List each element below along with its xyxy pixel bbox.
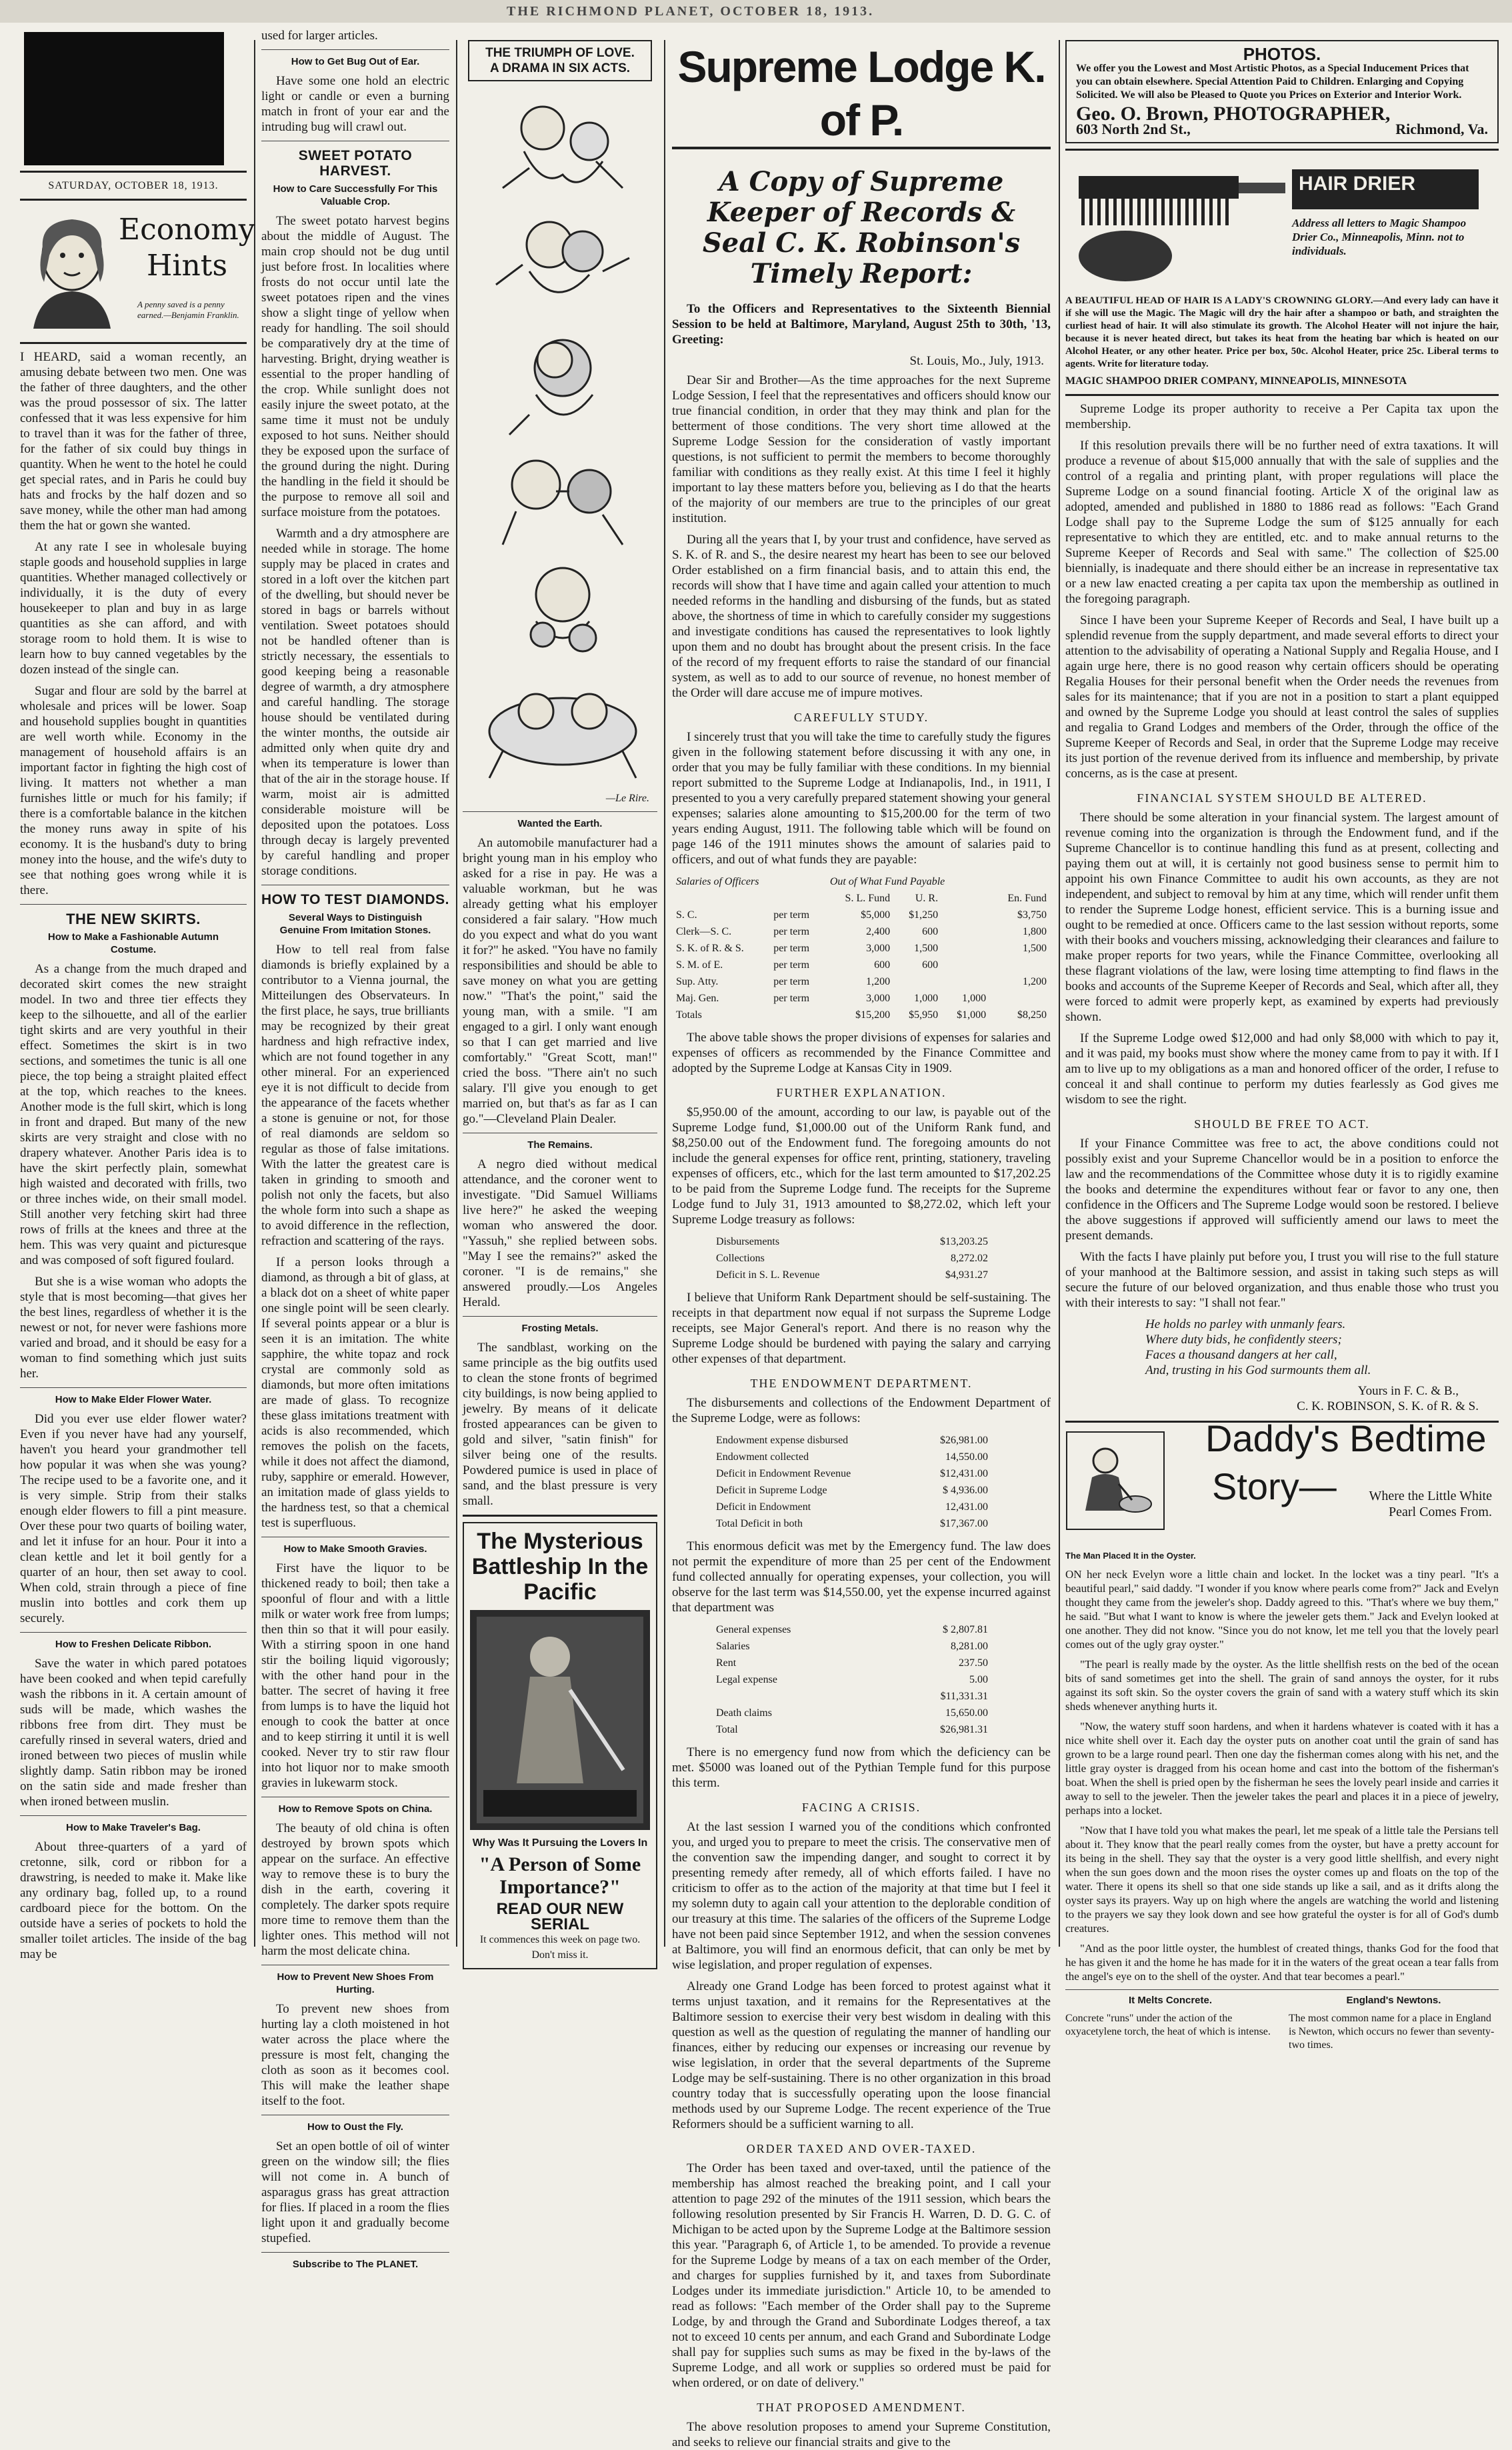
table-cell bbox=[990, 957, 1051, 973]
serial-note: It commences this week on page two. Don't miss it. bbox=[479, 1934, 641, 1961]
man-with-oyster-illustration-icon bbox=[1065, 1431, 1165, 1531]
battleship-illustration-icon bbox=[470, 1610, 650, 1830]
table-cell: per term bbox=[773, 943, 810, 954]
gravies-text: First have the liquor to be thickened ready to boil; then take a spoonful of flour and with a little milk or water work free from lumps; then thin so that it will pour easily. With a stirring spoon in one hand stir the boiling liquid vigorously; with the other hand pour in the batter. The secret of having it free from lumps is to have the liquid hot enough to cook the batter at once and to keep stirring it until it is well cooked. Never try to stir raw flour into hot liquor nor to make smooth gravies in lukewarm stock. bbox=[261, 1561, 449, 1790]
potato-title: SWEET POTATO HARVEST. bbox=[298, 148, 413, 179]
economy-hints-header bbox=[20, 206, 255, 337]
newtons-title: England's Newtons. bbox=[1346, 1995, 1441, 2006]
daddy-title: Daddy's Bedtime bbox=[1205, 1417, 1487, 1459]
column-1 bbox=[20, 28, 255, 1961]
column-4 bbox=[672, 40, 1051, 2449]
ledger-label: Salaries bbox=[716, 1641, 750, 1652]
shampoo-brand: HAIR DRIER bbox=[1299, 173, 1416, 195]
hints-title: Hints bbox=[147, 249, 228, 283]
shoes-title: How to Prevent New Shoes From Hurting. bbox=[277, 1971, 434, 1995]
benjamin-franklin-portrait-icon bbox=[20, 209, 120, 329]
cartoon-title-2: A DRAMA IN SIX ACTS. bbox=[489, 61, 631, 75]
table-row bbox=[672, 1007, 1051, 1023]
ledger-amount: $17,367.00 bbox=[940, 1518, 988, 1529]
china-text: The beauty of old china is often destroyed by brown spots which appear on the surface. An effective way to remove these is to bury the dish in the earth, covering it completely. The darker spots require more time to remove them than the lighter ones. This method will not harm the most delicate china. bbox=[261, 1821, 449, 1958]
amendment-text: The above resolution proposes to amend your Supreme Constitution, and seeks to relieve our financial straits and give to the bbox=[672, 2420, 1051, 2449]
remains-text: A negro died without medical attendance, and the coroner went to investigate. "Did Samuel Williams live here?" he asked the weeping woman who answered the door. "Yassuh," she replied between sobs. "May I see the remains?" asked the coroner. "I is de remains," she answered proudly.—Los Angeles Herald. bbox=[463, 1157, 657, 1309]
ledger-3 bbox=[712, 1621, 992, 1738]
table-cell bbox=[942, 957, 990, 973]
table-row bbox=[672, 940, 1051, 957]
report-address: To the Officers and Representatives to the Sixteenth Biennial Session to be held at Baltimore, Maryland, August 25th to 30th, '13, Greeting: bbox=[672, 302, 1051, 347]
ledger-row bbox=[712, 1465, 992, 1482]
header-strip bbox=[0, 0, 1512, 23]
ledger-label: Deficit in S. L. Revenue bbox=[716, 1269, 820, 1281]
salaries-header-cell: Salaries of Officers bbox=[676, 876, 759, 887]
endowment-text: The disbursements and collections of the Endowment Department of the Supreme Lodge, were as follows: bbox=[672, 1396, 1051, 1425]
table-cell: 600 bbox=[922, 926, 939, 937]
column-5 bbox=[1065, 40, 1499, 2051]
resolution-3: Since I have been your Supreme Keeper of Records and Seal, I have built up a splendid revenue from the supply department, and made several efforts to direct your attention to the advisability of operating a National Supply and Regalia House, and I again urge here, there is no good reason why certain officers should be operating Regalia Houses for their personal benefit when the Order needs the revenues from sales for its maintenance; that if you are not in a position to start a plant equipped and owned by the Supreme Lodge you should at least control the sales of supplies and regalia to Grand Lodges and members of the Order, through the office of the Supreme Keeper of Records and Seal, in order that the Supreme Lodge may receive its just portion of the revenue derived from its influence and membership, by private concerns, as is the case at present. bbox=[1065, 613, 1499, 781]
china-title: How to Remove Spots on China. bbox=[278, 1803, 433, 1815]
potato-sub: How to Care Successfully For This Valuable Crop. bbox=[273, 183, 438, 207]
column-rule-3 bbox=[664, 40, 665, 1947]
table-cell: per term bbox=[773, 976, 810, 987]
table-row bbox=[672, 973, 1051, 990]
table-cell: 1,200 bbox=[1023, 976, 1047, 987]
ledger-amount: 237.50 bbox=[959, 1657, 988, 1669]
daddy-text-2: "The pearl is really made by the oyster. As the little shellfish rests on the bed of the ocean bits of sand sometimes get into the shell. The grain of sand annoys the oyster, for it rubs against its soft skin. So the oyster covers the grain of sand with a watery stuff which its skin sheds whenever anything hurts it. bbox=[1065, 1658, 1499, 1713]
ledger-row bbox=[712, 1721, 992, 1738]
ledger-amount: $ 4,936.00 bbox=[943, 1485, 988, 1496]
ledger-row bbox=[712, 1638, 992, 1655]
table-cell: 1,200 bbox=[866, 976, 891, 987]
daddy-text-5: "And as the poor little oyster, the humblest of created things, thanks God for the food that he has given it and the home he has made for it in the waters of the great ocean a tear falls from the angel's eye on to the shell of the oyster. And that tear becomes a pearl." bbox=[1065, 1942, 1499, 1983]
poem-line: He holds no parley with unmanly fears. bbox=[1145, 1317, 1346, 1331]
signature-line-2: C. K. ROBINSON, S. K. of R. & S. bbox=[1297, 1399, 1479, 1413]
economy-motto: A penny saved is a penny earned.—Benjamin Franklin. bbox=[137, 299, 239, 320]
diamond-text2: If a person looks through a diamond, as through a bit of glass, at a black dot on a sheet of white paper one single point will be seen clearly. If several points appear or a blur is seen it is an imitation. The white sapphire, the white topaz and rock crystal are commonly sold as diamonds, but more often imitations are made of glass. To recognize these glass imitations treatment with acids is also recommended, which removes the polish on the facets, while it does not affect the diamond, ruby, sapphire or emerald. However, an imitation made of glass yields to the hardness test, so that a chemical test is superfluous. bbox=[261, 1255, 449, 1530]
table-cell: 1,500 bbox=[914, 943, 939, 954]
photo-ad-text: We offer you the Lowest and Most Artistic Photos, as a Special Inducement Prices that you can obtain elsewhere. Special Attention Paid to Children. Enlarging and Copying Solicited. We will also be Pleased to Quote you Prices on Exterior and Interior Work. bbox=[1076, 63, 1469, 101]
report-headline: A Copy of Supreme Keeper of Records & Seal C. K. Robinson's Timely Report: bbox=[702, 166, 1021, 289]
ledger-label: Legal expense bbox=[716, 1674, 777, 1685]
new-skirts-text: As a change from the much draped and decorated skirt comes the new straight model. In two and three tier effects they keep to the silhouette, and all of the earlier tight skirts and are very youthful in their effect. Sometimes the skirt is in two sections, and sometimes the tunic is all one piece, the top being a straight plaited effect at the top, which reaches to the knees. Another mode is the full skirt, which is long in front and draped. But many of the new skirts are very straight and close with no drapery whatever. Another Paris idea is to have the skirt perfectly plain, somewhat high waisted and decorated with frills, two or three inches wide, on their small model. Still another very fetching skirt had three rows of frills at the knees and three at the hem. This was very quaint and picturesque and was composed of soft figured foulard. bbox=[20, 962, 247, 1267]
ledger-row bbox=[712, 1655, 992, 1671]
ribbon-text: Save the water in which pared potatoes have been cooked and when tepid carefully wash the ribbons in it. A certain amount of suds will be made, which washes the ribbons free from dirt. They must be carefully rinsed in several waters, dried and ironed between two pieces of muslin while slightly damp. Satin ribbon may be ironed on the satin side and made fresher than when ironed between muslin. bbox=[20, 1657, 247, 1809]
daddy-caption: The Man Placed It in the Oyster. bbox=[1065, 1551, 1196, 1561]
cartoon-strip-six-acts-icon bbox=[463, 88, 657, 795]
ledger-label: Deficit in Endowment bbox=[716, 1501, 811, 1513]
column-3 bbox=[463, 40, 657, 1961]
further-title: FURTHER EXPLANATION. bbox=[776, 1086, 947, 1099]
report-p1: Dear Sir and Brother—As the time approaches for the next Supreme Lodge Session, I feel that the representatives and officers should know our true financial condition, in order that they may think and plan for the betterment of those conditions. The very short time allowed at the Supreme Lodge Session for the consideration of vastly important questions, is not sufficient to permit the members to become thoroughly familiar with conditions as they really exist. At this time I feel it highly important to lay these matters before you, believing as I do that the hearts of the majority of our members are true to the principles of our great institution. bbox=[672, 373, 1051, 525]
ledger-row bbox=[712, 1449, 992, 1465]
ledger-row bbox=[712, 1515, 992, 1532]
table-row bbox=[672, 957, 1051, 973]
gravies-title: How to Make Smooth Gravies. bbox=[283, 1543, 427, 1555]
table-cell bbox=[942, 973, 990, 990]
photo-ad-title: PHOTOS. bbox=[1243, 44, 1321, 64]
photo-ad-city: Richmond, Va. bbox=[1395, 121, 1488, 137]
table-cell: S. C. bbox=[676, 909, 697, 921]
daddy-text-1: ON her neck Evelyn wore a little chain and locket. In the locket was a tiny pearl. "It's a beautiful pearl," said daddy. "I wonder if you know where pearls come from?" Jack and Evelyn thought they came from the jeweler's shop. Daddy agreed to this. "That's where we buy them," he said. "But what I want to know is where the jeweler gets them." Jack and Evelyn looked at one another. They did not know. "Since you do not know, let me tell you that the lovely pearl comes out of the ugly gray oyster." bbox=[1065, 1568, 1499, 1651]
table-row bbox=[672, 923, 1051, 940]
study-title: CAREFULLY STUDY. bbox=[793, 711, 929, 724]
table-cell bbox=[942, 923, 990, 940]
ledger-label: Total bbox=[716, 1724, 738, 1735]
header-strip-text: THE RICHMOND PLANET, OCTOBER 18, 1913. bbox=[507, 4, 875, 19]
new-skirts-title: THE NEW SKIRTS. bbox=[66, 911, 201, 927]
serial-read: READ OUR NEW SERIAL bbox=[496, 1900, 624, 1933]
salaries-subheader-cell: En. Fund bbox=[1007, 893, 1047, 904]
report-p2: During all the years that I, by your trust and confidence, have served as S. K. of R. and S., the desire nearest my heart has been to see our beloved Order established on a firm financial basis, and to attain this end, the records will show that I have time and again called your attention to much needed reforms in the handling and disbursing of the funds, but as stated above, the shortness of time in which to carefully consider my suggestions and investigate conditions has caused the representatives to look lightly upon them and no doubt has brought about the present crisis. In the face of the record of my frequent efforts to raise the standard of our financial system, as well as to add to our source of revenue, no honest member of the Order will dare accuse me of impure motives. bbox=[672, 533, 1051, 700]
table-cell: 3,000 bbox=[866, 943, 891, 954]
potato-text: The sweet potato harvest begins about the middle of August. The main crop should not be dug until just before frost. In localities where frosts do not occur until late the sweet potatoes ripen and the vines show a slight tinge of yellow when ready for handling. The soil should be comparatively dry at the time of harvesting. Bright, drying weather is essential to the proper handling of the crop. While sunlight does not easily injure the sweet potato, at the same time it must not be unduly exposed to hot suns. Neither should they be exposed upon the surface of the ground during the night. During the handling in the field it should be the purpose to remove all soil and surface moisture from the potatoes. bbox=[261, 214, 449, 519]
taxed-title: ORDER TAXED AND OVER-TAXED. bbox=[746, 2142, 977, 2155]
table-cell: $5,000 bbox=[861, 909, 891, 921]
ledger-row bbox=[712, 1671, 992, 1688]
salaries-header-row bbox=[672, 873, 1051, 890]
salaries-subheader-cell bbox=[672, 890, 769, 907]
concrete-text: Concrete "runs" under the action of the oxyacetylene torch, the heat of which is intense. bbox=[1065, 2013, 1271, 2037]
shampoo-text: A BEAUTIFUL HEAD OF HAIR IS A LADY'S CROWNING GLORY.—And every lady can have it if she will use the Magic. The Magic will dry the hair after a shampoo or bath, and straighten the curliest head of hair. It will also stimulate its growth. The Alcohol Heater will not injure the hair, because it is never heated direct, but takes its heat from the heating bar which is heated on our Alcohol Heater, or any other heater. Price per box, 50c. Alcohol Heater, price 25c. Liberal terms to agents. Write for literature today. bbox=[1065, 295, 1499, 369]
table-cell: $5,950 bbox=[909, 1009, 939, 1021]
bag-text: About three-quarters of a yard of cretonne, silk, cord or ribbon for a drawstring, is needed to make it. Make like any ordinary bag, folled up, to a round cardboard piece for the bottom. On the outside have a series of pockets to hold the smaller toilet articles. The inside of the bag may be bbox=[20, 1840, 247, 1961]
newtons-text: The most common name for a place in England is Newton, which occurs no fewer than seventy-two times. bbox=[1289, 2013, 1495, 2051]
shampoo-company: MAGIC SHAMPOO DRIER COMPANY, MINNEAPOLIS, MINNESOTA bbox=[1065, 375, 1407, 387]
table-row bbox=[672, 990, 1051, 1007]
table-cell: Clerk—S. C. bbox=[676, 926, 732, 937]
ledger-amount: $4,931.27 bbox=[945, 1269, 988, 1281]
ledger-amount: $26,981.31 bbox=[940, 1724, 988, 1735]
report-place: St. Louis, Mo., July, 1913. bbox=[909, 354, 1044, 368]
ledger-row bbox=[712, 1432, 992, 1449]
economy-intro: I HEARD, said a woman recently, an amusing debate between two men. One was the father of three daughters, and the other was the proud possessor of six. The latter confessed that it was less expensive for him to travel than it was for the father of three, for the father of six could buy things in quantity. When he went to the hotel he could get special rates, and in Paris he could buy hats and frocks by the half dozen and so save money, while the other man had among them the hat or gown she wanted. bbox=[20, 350, 247, 533]
amendment-title: THAT PROPOSED AMENDMENT. bbox=[757, 2401, 966, 2414]
ledger-amount: 15,650.00 bbox=[945, 1707, 988, 1719]
table-cell: Totals bbox=[676, 1009, 702, 1021]
daddy-story-word: Story— bbox=[1212, 1465, 1337, 1507]
financial-text: There should be some alteration in your financial system. The largest amount of revenue coming into the organization is through the Endowment fund, and if the Supreme Chancellor is to continue handling this fund as at present, collecting and paying them out at will, it is certainly not good business sense to permit him to appoint his own Finance Committee to audit his own accounts, as they are not independent, and subject to removal by him at any time, which will render unfit them to render the Supreme Lodge honest, efficient service. This is a burning issue and ought to be remedied at once. Officers came to the last session without reports, some with their books and vouchers missing, acknowledging their clearances and failure to make proper reports for two years, while the Finance Committee, overlooking all these flagrant violations of the law, were losing time attempting to find flaws in the books and accounts of the Supreme Keeper of Records and Seal, which after all, they were forced to admit were properly kept, as examined by experts had previously shown. bbox=[1065, 811, 1499, 1024]
report-p4: I believe that Uniform Rank Department should be self-sustaining. The receipts in that department now equal if not surpass the Supreme Lodge receipts, see Major General's report. And there is no reason why the Supreme Lodge should be burdened with paying the salary and carrying other expenses of that department. bbox=[672, 1291, 1051, 1366]
poem-line: Faces a thousand dangers at her call, bbox=[1145, 1348, 1337, 1362]
ledger-amount: 12,431.00 bbox=[945, 1501, 988, 1513]
resolution-1: Supreme Lodge its proper authority to receive a Per Capita tax upon the membership. bbox=[1065, 402, 1499, 431]
metals-title: Frosting Metals. bbox=[521, 1323, 599, 1334]
ledger-label: Rent bbox=[716, 1657, 737, 1669]
salaries-subheader-cell: S. L. Fund bbox=[845, 893, 891, 904]
endowment-title: THE ENDOWMENT DEPARTMENT. bbox=[750, 1377, 973, 1390]
fillers bbox=[1065, 1989, 1499, 2052]
table-cell: 1,500 bbox=[1023, 943, 1047, 954]
salaries-subheader-cell bbox=[942, 890, 990, 907]
economy-p2: At any rate I see in wholesale buying staple goods and household supplies in large quantities. Whether managed collectively or individually, it is the duty of every housekeeper to plan and buy in as large quantities as she can afford, and with storage room to hold them. It is wise to learn how to buy canned vegetables by the dozen instead of the single can. bbox=[20, 540, 247, 677]
subscribe-line: Subscribe to The PLANET. bbox=[292, 2259, 419, 2270]
table-cell bbox=[942, 940, 990, 957]
ledger-row bbox=[712, 1499, 992, 1515]
bag-title: How to Make Traveler's Bag. bbox=[66, 1822, 201, 1833]
ledger-row bbox=[712, 1267, 992, 1283]
photo-ad bbox=[1065, 40, 1499, 143]
table-cell: 600 bbox=[922, 959, 939, 971]
fly-title: How to Oust the Fly. bbox=[307, 2121, 403, 2133]
poem-line: Where duty bids, he confidently steers; bbox=[1145, 1333, 1342, 1347]
diamond-text: How to tell real from false diamonds is briefly explained by a contributor to a Vienna journal, the Mitteilungen des Observateurs. In the first place, he says, true brilliants may be recognized by their great hardness and high refractive index, which are not found together in any other mineral. For an experienced eye it is not difficult to decide from the appearance of the facets whether a stone is genuine or not, for those of real diamonds are seldom so regular as those of false imitations. With the latter the greatest care is taken in grinding to smooth and polish not only the facets, but also the whole form into such a shape as to avoid difference in the reflection, refraction and scattering of the rays. bbox=[261, 943, 449, 1248]
table-cell: 600 bbox=[874, 959, 891, 971]
table-cell bbox=[769, 1007, 826, 1023]
salaries-subheader-cell: U. R. bbox=[915, 893, 939, 904]
cartoon-title-box bbox=[468, 40, 652, 81]
ledger-label: Collections bbox=[716, 1253, 765, 1264]
table-cell bbox=[942, 907, 990, 923]
salaries-header-cell: Out of What Fund Payable bbox=[829, 876, 945, 887]
ledger-amount: $12,431.00 bbox=[940, 1468, 988, 1479]
ledger-amount: 8,272.02 bbox=[951, 1253, 988, 1264]
signature-line-1: Yours in F. C. & B., bbox=[1357, 1384, 1459, 1398]
salaries-table bbox=[672, 873, 1051, 1023]
ledger-label: General expenses bbox=[716, 1624, 791, 1635]
table-cell: $8,250 bbox=[1017, 1009, 1047, 1021]
ledger-row bbox=[712, 1482, 992, 1499]
ledger-amount: 14,550.00 bbox=[945, 1451, 988, 1463]
metals-text: The sandblast, working on the same principle as the big outfits used to clean the stone fronts of begrimed city buildings, is now being applied to jewelry. By means of it delicate frosted appearances can be given to gold and silver, "satin finish" for silver being one of the results. Powdered pumice is used in place of sand, and the blast pressure is very small. bbox=[463, 1341, 657, 1508]
table-cell bbox=[894, 973, 942, 990]
table-row bbox=[672, 907, 1051, 923]
column-rule-4 bbox=[1059, 40, 1060, 1947]
serial-ad bbox=[463, 1522, 657, 1969]
new-skirts-text2: But she is a wise woman who adopts the style that is most becoming—that gives her the best lines, regardless of whether it is the newest or not, for never were fashions more varied and broad, and it should be easy for a woman to find something which just suits her. bbox=[20, 1275, 247, 1381]
free-title: SHOULD BE FREE TO ACT. bbox=[1194, 1117, 1370, 1131]
study-text: I sincerely trust that you will take the time to carefully study the figures given in the following statement before discussing it with any one, in order that you may be fully familiar with these conditions. In my biennial report submitted to the Supreme Lodge at Indianapolis, Ind., in 1911, I presented to you a very carefully prepared statement showing your general expenses; salaries alone amounting to $15,200.00 for the term of two years ending August, 1911. The following table which will be found on page 146 of the 1911 minutes shows the amount of salaries paid to officers, and out of what funds they are payable: bbox=[672, 730, 1051, 867]
table-cell: S. K. of R. & S. bbox=[676, 943, 744, 954]
ledger-label: Disbursements bbox=[716, 1236, 780, 1247]
report-p3: The above table shows the proper divisions of expenses for salaries and expenses of officers as recommended by the Finance Committee and adopted by the Supreme Lodge at Kansas City in 1909. bbox=[672, 1031, 1051, 1075]
masthead-blackout bbox=[24, 32, 224, 165]
ledger-label: Death claims bbox=[716, 1707, 772, 1719]
earth-title: Wanted the Earth. bbox=[517, 818, 603, 829]
crisis-text: At the last session I warned you of the conditions which confronted you, and urged you to prepare to meet the crisis. The conservative men of the convention saw the impending danger, and sought to correct it by presenting remedy after remedy, all of which efforts failed. I have no criticism to offer as to the action of the majority at that time but I feel it my solemn duty to again call your attention to the deplorable condition of our treasury at this time. The salaries of the officers of the Supreme Lodge have not been paid since September 1912, and when the session convenes at Baltimore, you will find an enormous deficit, that can only be met by wise legislation, and proper regulation of expenses. bbox=[672, 1820, 1051, 1972]
ledger-row bbox=[712, 1621, 992, 1638]
table-cell: $15,200 bbox=[855, 1009, 891, 1021]
table-cell: 3,000 bbox=[866, 993, 891, 1004]
daddy-subtitle: Where the Little White Pearl Comes From. bbox=[1369, 1489, 1492, 1519]
column-rule-1 bbox=[254, 40, 255, 1947]
table-cell: $3,750 bbox=[1017, 909, 1047, 921]
report-p5: This enormous deficit was met by the Emergency fund. The law does not permit the expenditure of more than 25 per cent of the Endowment fund collected annually for operating expenses, your collection, you will observe for the last term was $14,550.00, yet the expense incurred against that department was bbox=[672, 1539, 1051, 1615]
ledger-amount: $11,331.31 bbox=[940, 1691, 988, 1702]
table-cell: S. M. of E. bbox=[676, 959, 723, 971]
daddy-text-3: "Now, the watery stuff soon hardens, and when it hardens whatever is coated with it has a nice white shell over it. Each day the oyster puts on another coat until the grain of sand has grown to be a large round pearl. Then one day the fisherman comes along with his net, and the little gray oyster is dragged from his ocean home and cast into the bottom of the fisherman's boat. When the shell is pried open by the fisherman he sees the lovely pearl inside and carries it away to sell to the jeweler. Then the jeweler takes the pearl and places it in a piece of jewelry, perhaps into a locket. bbox=[1065, 1720, 1499, 1817]
column-2 bbox=[261, 28, 449, 2270]
table-cell: 1,800 bbox=[1023, 926, 1047, 937]
serial-subtitle: "A Person of Some Importance?" bbox=[479, 1853, 641, 1898]
ledger-label bbox=[712, 1688, 879, 1705]
concrete-title: It Melts Concrete. bbox=[1128, 1995, 1213, 2006]
ledger-label: Deficit in Supreme Lodge bbox=[716, 1485, 827, 1496]
ledger-amount: 5.00 bbox=[969, 1674, 988, 1685]
resolution-2: If this resolution prevails there will be no further need of extra taxations. It will produce a revenue of about $15,000 annually that with the sale of supplies and the control of a regalia and printing plant, with proper regulations will place the Supreme Lodge on a sound financial footing. Article X of the original law as adopted, amended and published in 1880 to 1886 read as follows: "Each Grand Lodge shall pay to the Supreme Lodge the sum of $125 annually for each representative to which they are entitled, etc. and to make annual returns to the Supreme Keeper of Records and Seal with same." The collection of $25.00 biennially, is inadequate and there should either be an increase in representative tax or a new law enacted creating a per capita tax upon the membership as outlined in the foregoing paragraph. bbox=[1065, 439, 1499, 606]
poem-line: And, trusting in his God surmounts them all. bbox=[1145, 1363, 1371, 1377]
photo-ad-address: 603 North 2nd St., bbox=[1076, 121, 1191, 137]
table-cell: Maj. Gen. bbox=[676, 993, 719, 1004]
serial-question: Why Was It Pursuing the Lovers In bbox=[472, 1837, 648, 1849]
shoes-text: To prevent new shoes from hurting lay a cloth moistened in hot water across the place where the pressure is most felt, changing the cloth as soon as it becomes cool. This will make the leather shape itself to the foot. bbox=[261, 2002, 449, 2108]
col2-top: used for larger articles. bbox=[261, 29, 378, 43]
elder-text: Did you ever use elder flower water? Even if you never have had any yourself, haven't you heard your grandmother tell how popular it was when she was young? The recipe used to be a favorite one, and it is very simple. Strip from their stalks enough elder flowers to fill a pint measure. Over these pour two quarts of boiling water, and let it infuse for an hour. Pour it into a clean kettle and let it boil gently for a quarter of an hour, then set away to cool. When cold, strain through a piece of fine muslin into bottles and cork them up securely. bbox=[20, 1412, 247, 1625]
ledger-row bbox=[712, 1705, 992, 1721]
ledger-row bbox=[712, 1688, 992, 1705]
salaries-subheader-cell bbox=[769, 890, 826, 907]
free-text2: With the facts I have plainly put before you, I trust you will rise to the full stature of your manhood at the Baltimore session, and assist in taking such steps as will secure the future of our beloved organization, and thus enable those who trust you with their interests to say: "I shall not fear." bbox=[1065, 1250, 1499, 1310]
ledger-amount: $26,981.00 bbox=[940, 1435, 988, 1446]
lodge-masthead: Supreme Lodge K. of P. bbox=[672, 40, 1051, 149]
ledger-2 bbox=[712, 1432, 992, 1532]
diamond-sub: Several Ways to Distinguish Genuine From Imitation Stones. bbox=[279, 912, 431, 936]
bedtime-story-header bbox=[1065, 1417, 1499, 1548]
remains-title: The Remains. bbox=[527, 1139, 593, 1151]
further-text: $5,950.00 of the amount, according to our law, is payable out of the Supreme Lodge fund, $1,000.00 out of the Uniform Rank fund, and $8,250.00 out of the Endowment fund. The foregoing amounts do not include the general expenses for office rent, printing, stationery, traveling expenses of officers, etc., which for the last term amounted to $17,202.25 to be paid from the Supreme Lodge fund. The receipts for the Supreme Lodge fund to July 31, 1913 amounted to $8,272.02, which left your Supreme Lodge treasury as follows: bbox=[672, 1105, 1051, 1227]
table-cell: Sup. Atty. bbox=[676, 976, 719, 987]
earth-text: An automobile manufacturer had a bright young man in his employ who asked for a rise in pay. He was a valuable workman, but he was already getting what his employer considered a fair salary. "How much do you expect and what do you want it for?" he asked. "You have no family responsibilities and should be able to save money on what you are getting now." "That's the point," said the young man, with a smile. "I am engaged to a girl. I only want enough so that I can get married and live comfortably." "Great Scott, man!" cried the boss. "There ain't no such salary. I'll give you enough to get married on, but that's as far as I can go."—Cleveland Plain Dealer. bbox=[463, 836, 657, 1126]
salaries-subheader-row bbox=[672, 890, 1051, 907]
table-cell: 1,000 bbox=[914, 993, 939, 1004]
financial-text2: If the Supreme Lodge owed $12,000 and had only $8,000 with which to pay it, and it was paid, my books must show where the money came from to pay it with. If I am to live up to my obligations as a man and honored officer of the order, I refuse to conceal it and shall continue to perform my duties fearlessly as God gives me wisdom to see the right. bbox=[1065, 1031, 1499, 1107]
serial-title: The Mysterious Battleship In the Pacific bbox=[471, 1529, 649, 1605]
cartoon-credit: —Le Rire. bbox=[605, 793, 649, 804]
new-skirts-sub: How to Make a Fashionable Autumn Costume. bbox=[47, 931, 219, 955]
potato-text2: Warmth and a dry atmosphere are needed while in storage. The home supply may be placed in crates and stored in a loft over the kitchen part of the dwelling, but should never be stored in bags or barrels without ventilation. Sweet potatoes should not be handled oftener than is strictly necessary, the essentials to good keeping being a reasonable degree of warmth, a dry atmosphere and careful handling. The storage house should be ventilated during the winter months, the outside air admitted only when quite dry and when its temperature is lower than that of the air in the storage house. If warm, moist air is admitted considerable moisture will be deposited upon the potatoes. Loss through decay is largely prevented by careful handling and proper storage conditions. bbox=[261, 527, 449, 878]
bug-title: How to Get Bug Out of Ear. bbox=[291, 56, 420, 67]
table-cell: per term bbox=[773, 993, 810, 1004]
taxed-text: The Order has been taxed and over-taxed, until the patience of the membership has almost reached the breaking point, and I call your attention to page 292 of the minutes of the 1911 session, which bears the following resolution presented by Sir Francis H. Warren, D. D. G. C. of Michigan to be acted upon by the Supreme Lodge at the Baltimore session this year. "Paragraph 6, of Article 1, to be amended. To provide a revenue for the Supreme Lodge by means of a tax on each member of the Order, and charges for supplies furnished by it, and taxes from Subordinate Lodges under its immediate jurisdiction." Article 10, to be amended to read as follows: "Each member of the Order shall pay to the Supreme Lodge, by and through the Grand and Subordinate Lodges thereof, a tax not to exceed 10 cents per annum, and each Grand and Subordinate Lodge shall pay for supplies such sums as may be fixed in the by-laws of the Supreme Lodge, and all work or supplies so ordered must be paid for when ordered, or on date of delivery." bbox=[672, 2161, 1051, 2390]
shampoo-ad bbox=[1065, 156, 1499, 295]
diamond-title: HOW TO TEST DIAMONDS. bbox=[261, 892, 449, 907]
ledger-amount: 8,281.00 bbox=[951, 1641, 988, 1652]
table-cell: per term bbox=[773, 909, 810, 921]
shampoo-address: Address all letters to Magic Shampoo Drier Co., Minneapolis, Minn. not to individuals. bbox=[1292, 217, 1467, 257]
free-text: If your Finance Committee was free to act, the above conditions could not possibly exist and your Supreme Chancellor would be in a position to enforce the law and the recommendations of the Committee whose duty it is to rigidly examine the books and determine the expenditures without fear or favor to any one, then confidence in the Officers and The Supreme Lodge would soon be restored. I believe the above suggestions if approved will sufficiently amend our laws to meet the present demands. bbox=[1065, 1137, 1499, 1243]
table-cell: 2,400 bbox=[866, 926, 891, 937]
ledger-row bbox=[712, 1250, 992, 1267]
table-cell: $1,000 bbox=[957, 1009, 987, 1021]
ledger-label: Total Deficit in both bbox=[716, 1518, 803, 1529]
financial-title: FINANCIAL SYSTEM SHOULD BE ALTERED. bbox=[1137, 791, 1427, 805]
photo-ad-name: Geo. O. Brown, PHOTOGRAPHER, bbox=[1076, 103, 1391, 125]
column-rule-2 bbox=[456, 40, 457, 1947]
elder-title: How to Make Elder Flower Water. bbox=[55, 1394, 212, 1405]
crisis-text2: Already one Grand Lodge has been forced to protest against what it terms unjust taxation, and it remains for the Representatives at the Baltimore session to exercise their very best wisdom in dealing with this question as well as the question of regulating the manner of handling our finances, either by reducing our expenses or increasing our revenue by wise legislation, in order that the several departments of the Supreme Lodge may be self-sustaining. There is no other organization in this broad country today that is successfully operating upon the loose financial methods used by our Supreme Lodge. The recent experience of the True Reformers should be a sufficient warning to all. bbox=[672, 1979, 1051, 2131]
ledger-label: Deficit in Endowment Revenue bbox=[716, 1468, 851, 1479]
table-cell: $1,250 bbox=[909, 909, 939, 921]
crisis-title: FACING A CRISIS. bbox=[801, 1801, 921, 1814]
bug-text: Have some one hold an electric light or candle or even a burning match in front of your ear and the intruding bug will crawl out. bbox=[261, 74, 449, 134]
cartoon-title-1: THE TRIUMPH OF LOVE. bbox=[485, 46, 635, 60]
ledger-label: Endowment expense disbursed bbox=[716, 1435, 849, 1446]
table-cell: per term bbox=[773, 959, 810, 971]
report-p6: There is no emergency fund now from which the deficiency can be met. $5000 was loaned out of the Pythian Temple fund for this purpose this term. bbox=[672, 1745, 1051, 1790]
fly-text: Set an open bottle of oil of winter green on the window sill; the flies will not come in. A bunch of asparagus grass has great attraction for flies. If placed in a room the flies light upon it and gradually become stupefied. bbox=[261, 2139, 449, 2245]
ribbon-title: How to Freshen Delicate Ribbon. bbox=[55, 1639, 212, 1650]
table-cell bbox=[990, 990, 1051, 1007]
table-cell: 1,000 bbox=[962, 993, 987, 1004]
dateline: SATURDAY, OCTOBER 18, 1913. bbox=[48, 180, 219, 191]
ledger-amount: $ 2,807.81 bbox=[943, 1624, 988, 1635]
table-cell: per term bbox=[773, 926, 810, 937]
ledger-1 bbox=[712, 1233, 992, 1283]
ledger-label: Endowment collected bbox=[716, 1451, 809, 1463]
daddy-text-4: "Now that I have told you what makes the pearl, let me speak of a little tale the Persians tell about it. They know that the pearl really comes from the oyster, but have a pretty account for its being in the shell. They say that the oyster is a very good little shellfish, and every night when the sun goes down and the moon rises the oyster comes up and floats on the top of the water. There it opens its shell so that one side stands up like a sail, and as it drifts along the oyster says its prayers. Way up on high where the angels are watching the world and listening to the prayers we say they look down and see how grateful the oyster is for all of God's dumb creatures. bbox=[1065, 1824, 1499, 1935]
economy-p3: Sugar and flour are sold by the barrel at wholesale and prices will be lower. Soap and household supplies bought in quantities are well worth while. Economy in the management of household affairs is an important factor in fighting the high cost of living. It matters not whether a man furnishes little or much for his family; if there is a comfortable balance in the kitchen the money runs away in spite of his economy. It is the husband's duty to bring money into the house, and the wife's duty to see that nothing goes wrong while it is there. bbox=[20, 684, 247, 897]
ledger-amount: $13,203.25 bbox=[940, 1236, 988, 1247]
economy-title: Economy bbox=[119, 213, 255, 247]
ledger-row bbox=[712, 1233, 992, 1250]
poem bbox=[1145, 1317, 1499, 1378]
